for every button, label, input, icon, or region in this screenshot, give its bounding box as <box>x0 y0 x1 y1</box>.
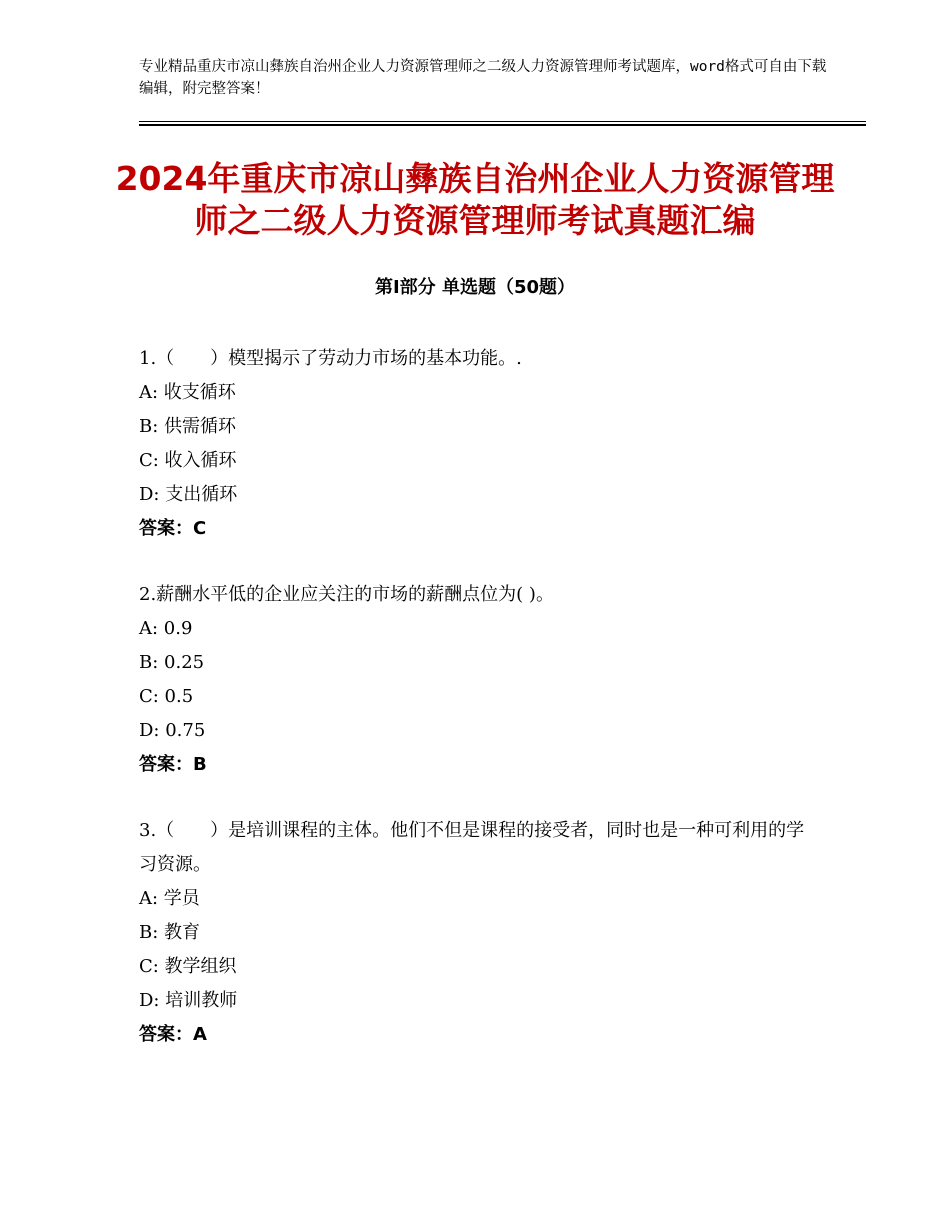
option-c: C: 教学组织 <box>139 956 237 977</box>
header-rule-thin <box>139 121 866 122</box>
section-heading: 第Ⅰ部分 单选题（50题） <box>374 277 575 298</box>
option-b: B: 教育 <box>139 922 201 943</box>
answer: 答案：C <box>139 518 207 539</box>
option-c: C: 收入循环 <box>139 450 237 471</box>
header-note: 专业精品重庆市凉山彝族自治州企业人力资源管理师之二级人力资源管理师考试题库，word格式可自由下载编辑，附完整答案！ <box>139 59 827 97</box>
option-d: D: 支出循环 <box>139 484 238 505</box>
option-c: C: 0.5 <box>139 686 194 707</box>
answer: 答案：A <box>139 1024 207 1045</box>
question-2 <box>139 578 819 782</box>
answer: 答案：B <box>139 754 207 775</box>
option-a: A: 0.9 <box>139 618 193 639</box>
option-b: B: 0.25 <box>139 652 205 673</box>
question-stem: 3.（ ）是培训课程的主体。他们不但是课程的接受者，同时也是一种可利用的学习资源。 <box>139 820 805 875</box>
header-rule-thick <box>139 124 866 126</box>
option-a: A: 学员 <box>139 888 200 909</box>
question-stem: 1.（ ）模型揭示了劳动力市场的基本功能。. <box>139 348 522 369</box>
option-d: D: 0.75 <box>139 720 206 741</box>
question-1 <box>139 342 819 546</box>
question-3 <box>139 814 819 1052</box>
option-d: D: 培训教师 <box>139 990 238 1011</box>
document-title: 2024年重庆市凉山彝族自治州企业人力资源管理师之二级人力资源管理师考试真题汇编 <box>115 159 835 240</box>
question-stem: 2.薪酬水平低的企业应关注的市场的薪酬点位为( )。 <box>139 584 554 605</box>
option-b: B: 供需循环 <box>139 416 237 437</box>
option-a: A: 收支循环 <box>139 382 236 403</box>
question-list <box>139 342 819 1084</box>
